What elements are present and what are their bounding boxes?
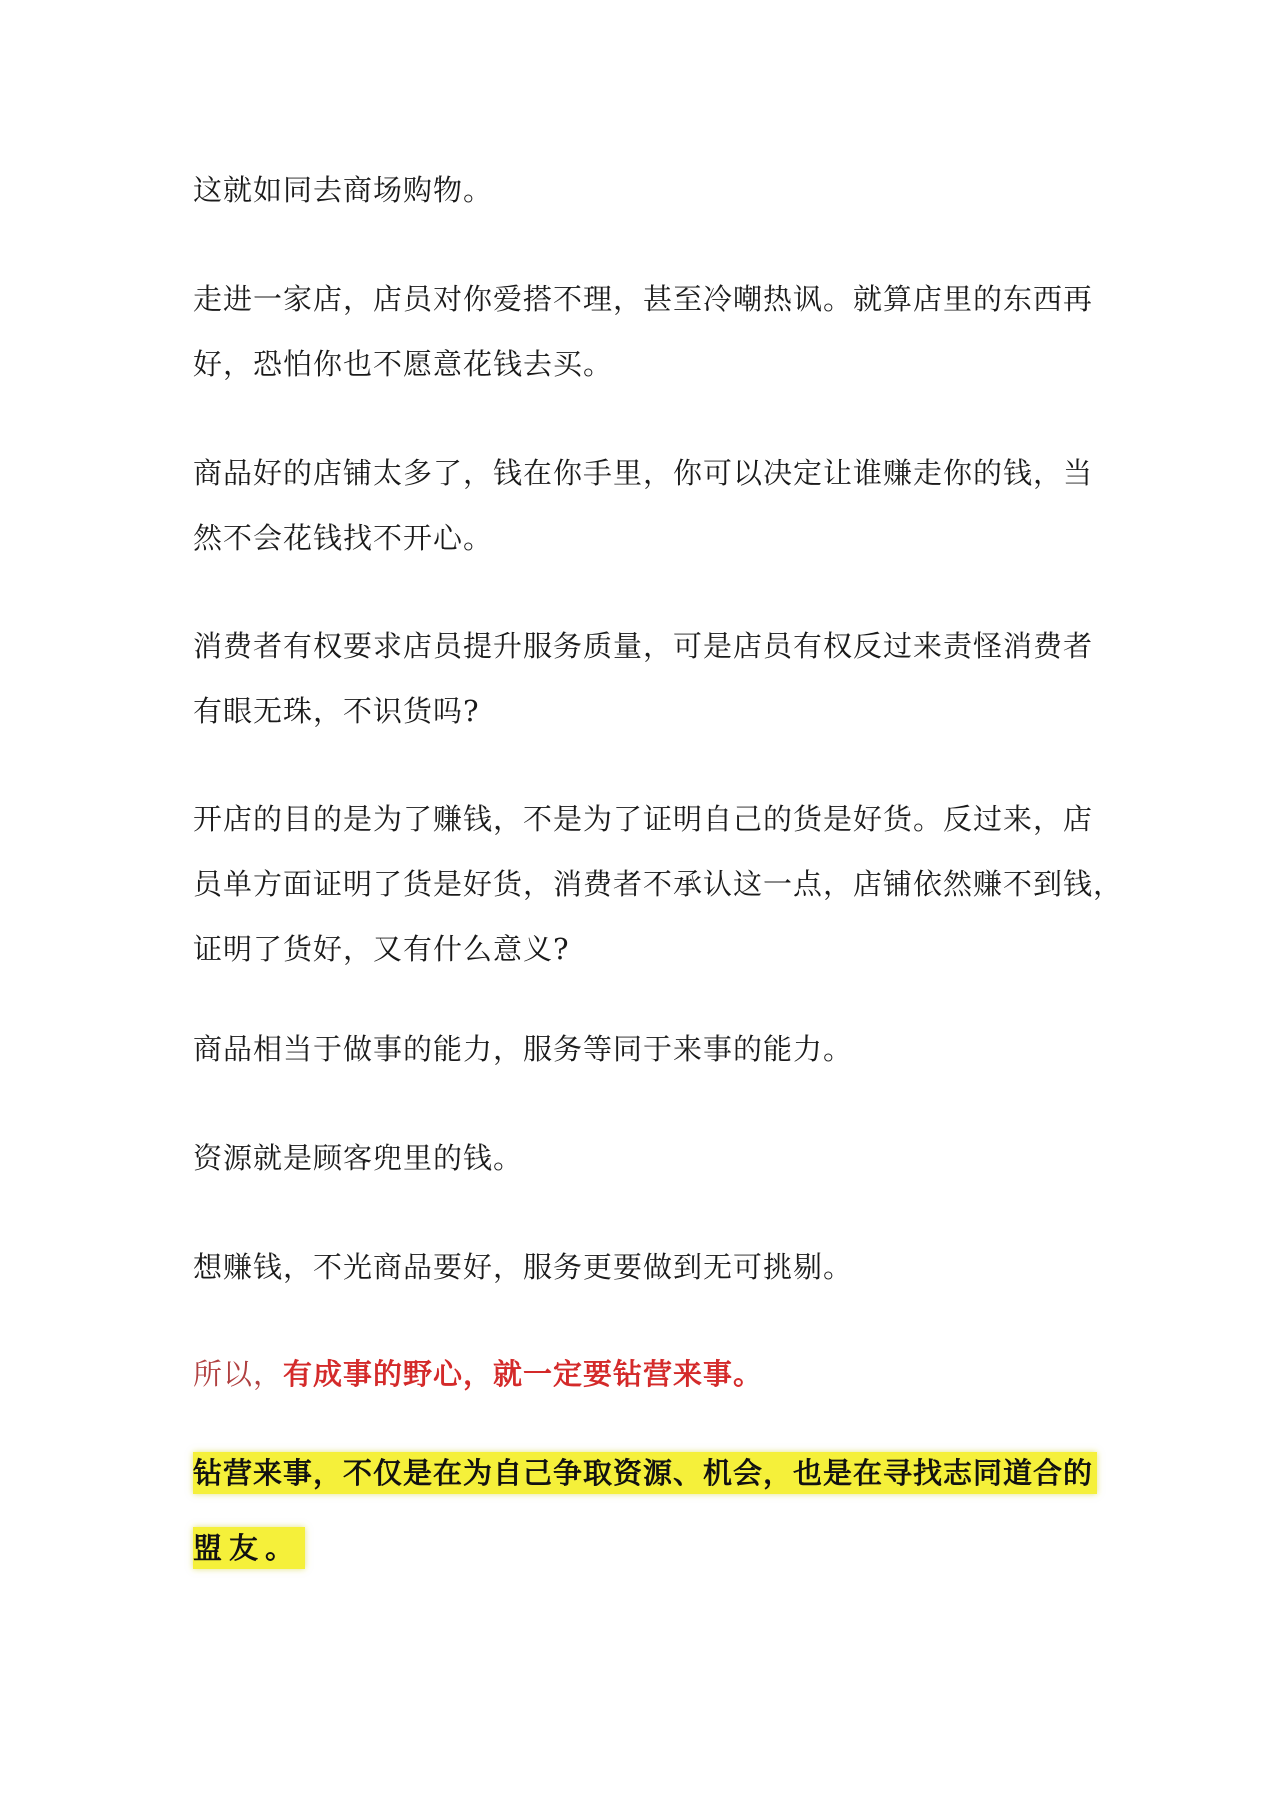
emphasis-paragraph: [193, 1354, 763, 1394]
paragraph-line: 想赚钱，不光商品要好，服务更要做到无可挑剔。: [193, 1250, 854, 1284]
paragraph-line: 商品相当于做事的能力，服务等同于来事的能力。: [193, 1032, 854, 1066]
emphasis-bold-red: 有成事的野心，就一定要钻营来事。: [283, 1357, 764, 1391]
highlighted-line: [193, 1453, 1097, 1493]
paragraph-line: 员单方面证明了货是好货，消费者不承认这一点，店铺依然赚不到钱，: [193, 867, 1124, 901]
emphasis-lead: 所以，: [193, 1357, 284, 1391]
paragraph-line: 好，恐怕你也不愿意花钱去买。: [193, 347, 614, 381]
paragraph-line: 商品好的店铺太多了，钱在你手里，你可以决定让谁赚走你的钱，当: [193, 456, 1094, 490]
highlighted-line: [193, 1528, 305, 1568]
paragraph-line: 有眼无珠，不识货吗?: [193, 694, 480, 728]
highlighted-text: 钻营来事，不仅是在为自己争取资源、机会，也是在寻找志同道合的: [193, 1452, 1097, 1494]
paragraph-line: 走进一家店，店员对你爱搭不理，甚至冷嘲热讽。就算店里的东西再: [193, 282, 1094, 316]
paragraph-line: 资源就是顾客兜里的钱。: [193, 1141, 524, 1175]
paragraph-line: 开店的目的是为了赚钱，不是为了证明自己的货是好货。反过来，店: [193, 802, 1094, 836]
paragraph-line: 这就如同去商场购物。: [193, 173, 494, 207]
paragraph-line: 消费者有权要求店员提升服务质量，可是店员有权反过来责怪消费者: [193, 629, 1094, 663]
paragraph-line: 然不会花钱找不开心。: [193, 521, 494, 555]
paragraph-line: 证明了货好，又有什么意义?: [193, 932, 570, 966]
highlighted-text: 盟友。: [193, 1527, 305, 1569]
